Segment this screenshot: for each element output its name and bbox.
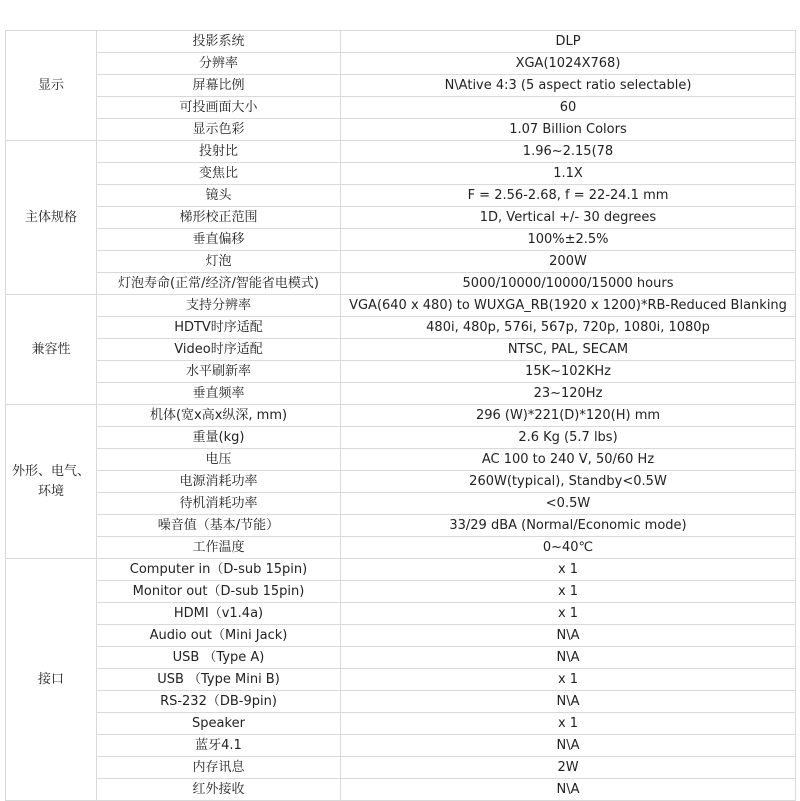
- spec-label: USB （Type Mini B): [97, 669, 341, 691]
- spec-label: Speaker: [97, 713, 341, 735]
- spec-value: N\A: [341, 735, 796, 757]
- spec-label: Monitor out（D-sub 15pin): [97, 581, 341, 603]
- table-row: [6, 691, 796, 713]
- category-cell: 兼容性: [6, 295, 97, 405]
- spec-value: 200W: [341, 251, 796, 273]
- table-row: [6, 625, 796, 647]
- spec-label: 工作温度: [97, 537, 341, 559]
- table-row: [6, 207, 796, 229]
- table-row: [6, 449, 796, 471]
- spec-label: 镜头: [97, 185, 341, 207]
- spec-label: 变焦比: [97, 163, 341, 185]
- spec-label: 机体(宽x高x纵深, mm): [97, 405, 341, 427]
- spec-value: <0.5W: [341, 493, 796, 515]
- spec-label: 梯形校正范围: [97, 207, 341, 229]
- spec-label: 红外接收: [97, 779, 341, 801]
- spec-value: 23~120Hz: [341, 383, 796, 405]
- spec-value: DLP: [341, 31, 796, 53]
- spec-label: Computer in（D-sub 15pin): [97, 559, 341, 581]
- spec-label: 蓝牙4.1: [97, 735, 341, 757]
- table-row: [6, 53, 796, 75]
- spec-value: N\A: [341, 691, 796, 713]
- spec-value: N\A: [341, 625, 796, 647]
- spec-value: VGA(640 x 480) to WUXGA_RB(1920 x 1200)*RB-Reduced Blanking: [341, 295, 796, 317]
- table-row: [6, 757, 796, 779]
- spec-label: 投射比: [97, 141, 341, 163]
- table-row: [6, 273, 796, 295]
- table-row: [6, 713, 796, 735]
- table-row: [6, 163, 796, 185]
- spec-label: 水平刷新率: [97, 361, 341, 383]
- spec-value: 60: [341, 97, 796, 119]
- spec-label: 电压: [97, 449, 341, 471]
- table-row: [6, 515, 796, 537]
- table-row: [6, 75, 796, 97]
- table-row: [6, 97, 796, 119]
- category-cell: 外形、电气、环境: [6, 405, 97, 559]
- spec-value: 1.1X: [341, 163, 796, 185]
- spec-label: USB （Type A): [97, 647, 341, 669]
- spec-value: 2W: [341, 757, 796, 779]
- spec-label: 支持分辨率: [97, 295, 341, 317]
- table-row: [6, 779, 796, 801]
- spec-value: N\Ative 4:3 (5 aspect ratio selectable): [341, 75, 796, 97]
- spec-label: 可投画面大小: [97, 97, 341, 119]
- table-row: [6, 185, 796, 207]
- spec-label: 噪音值（基本/节能）: [97, 515, 341, 537]
- spec-label: RS-232（DB-9pin): [97, 691, 341, 713]
- spec-label: 投影系统: [97, 31, 341, 53]
- table-row: [6, 295, 796, 317]
- table-row: [6, 251, 796, 273]
- table-row: [6, 383, 796, 405]
- spec-value: N\A: [341, 647, 796, 669]
- spec-value: 260W(typical), Standby<0.5W: [341, 471, 796, 493]
- spec-label: 垂直偏移: [97, 229, 341, 251]
- spec-value: 1D, Vertical +/- 30 degrees: [341, 207, 796, 229]
- table-row: [6, 603, 796, 625]
- spec-value: AC 100 to 240 V, 50/60 Hz: [341, 449, 796, 471]
- table-row: [6, 581, 796, 603]
- spec-value: x 1: [341, 559, 796, 581]
- spec-value: x 1: [341, 603, 796, 625]
- spec-table-body: [6, 31, 796, 801]
- spec-value: 33/29 dBA (Normal/Economic mode): [341, 515, 796, 537]
- spec-label: 电源消耗功率: [97, 471, 341, 493]
- category-cell: 主体规格: [6, 141, 97, 295]
- spec-label: Video时序适配: [97, 339, 341, 361]
- spec-value: 15K~102KHz: [341, 361, 796, 383]
- spec-value: 1.07 Billion Colors: [341, 119, 796, 141]
- spec-value: x 1: [341, 581, 796, 603]
- table-row: [6, 647, 796, 669]
- spec-value: 5000/10000/10000/15000 hours: [341, 273, 796, 295]
- spec-value: 2.6 Kg (5.7 lbs): [341, 427, 796, 449]
- table-row: [6, 229, 796, 251]
- table-row: [6, 669, 796, 691]
- category-cell: 显示: [6, 31, 97, 141]
- spec-value: 100%±2.5%: [341, 229, 796, 251]
- table-row: [6, 735, 796, 757]
- spec-value: F = 2.56-2.68, f = 22-24.1 mm: [341, 185, 796, 207]
- table-row: [6, 493, 796, 515]
- spec-label: 屏幕比例: [97, 75, 341, 97]
- spec-label: HDMI（v1.4a): [97, 603, 341, 625]
- spec-value: NTSC, PAL, SECAM: [341, 339, 796, 361]
- spec-label: Audio out（Mini Jack): [97, 625, 341, 647]
- table-row: [6, 427, 796, 449]
- table-row: [6, 559, 796, 581]
- table-row: [6, 537, 796, 559]
- table-row: [6, 361, 796, 383]
- spec-label: 灯泡寿命(正常/经济/智能省电模式): [97, 273, 341, 295]
- spec-value: x 1: [341, 713, 796, 735]
- spec-value: 480i, 480p, 576i, 567p, 720p, 1080i, 1080p: [341, 317, 796, 339]
- table-row: [6, 339, 796, 361]
- table-row: [6, 31, 796, 53]
- table-row: [6, 119, 796, 141]
- spec-label: 待机消耗功率: [97, 493, 341, 515]
- spec-value: 0~40℃: [341, 537, 796, 559]
- table-row: [6, 405, 796, 427]
- table-row: [6, 141, 796, 163]
- spec-value: N\A: [341, 779, 796, 801]
- spec-value: 296 (W)*221(D)*120(H) mm: [341, 405, 796, 427]
- spec-value: x 1: [341, 669, 796, 691]
- spec-table: [5, 30, 796, 801]
- table-row: [6, 471, 796, 493]
- spec-label: 垂直频率: [97, 383, 341, 405]
- spec-value: 1.96~2.15(78: [341, 141, 796, 163]
- table-row: [6, 317, 796, 339]
- spec-value: XGA(1024X768): [341, 53, 796, 75]
- spec-label: 内存讯息: [97, 757, 341, 779]
- spec-label: 灯泡: [97, 251, 341, 273]
- spec-label: 重量(kg): [97, 427, 341, 449]
- spec-label: HDTV时序适配: [97, 317, 341, 339]
- spec-label: 显示色彩: [97, 119, 341, 141]
- category-cell: 接口: [6, 559, 97, 801]
- spec-label: 分辨率: [97, 53, 341, 75]
